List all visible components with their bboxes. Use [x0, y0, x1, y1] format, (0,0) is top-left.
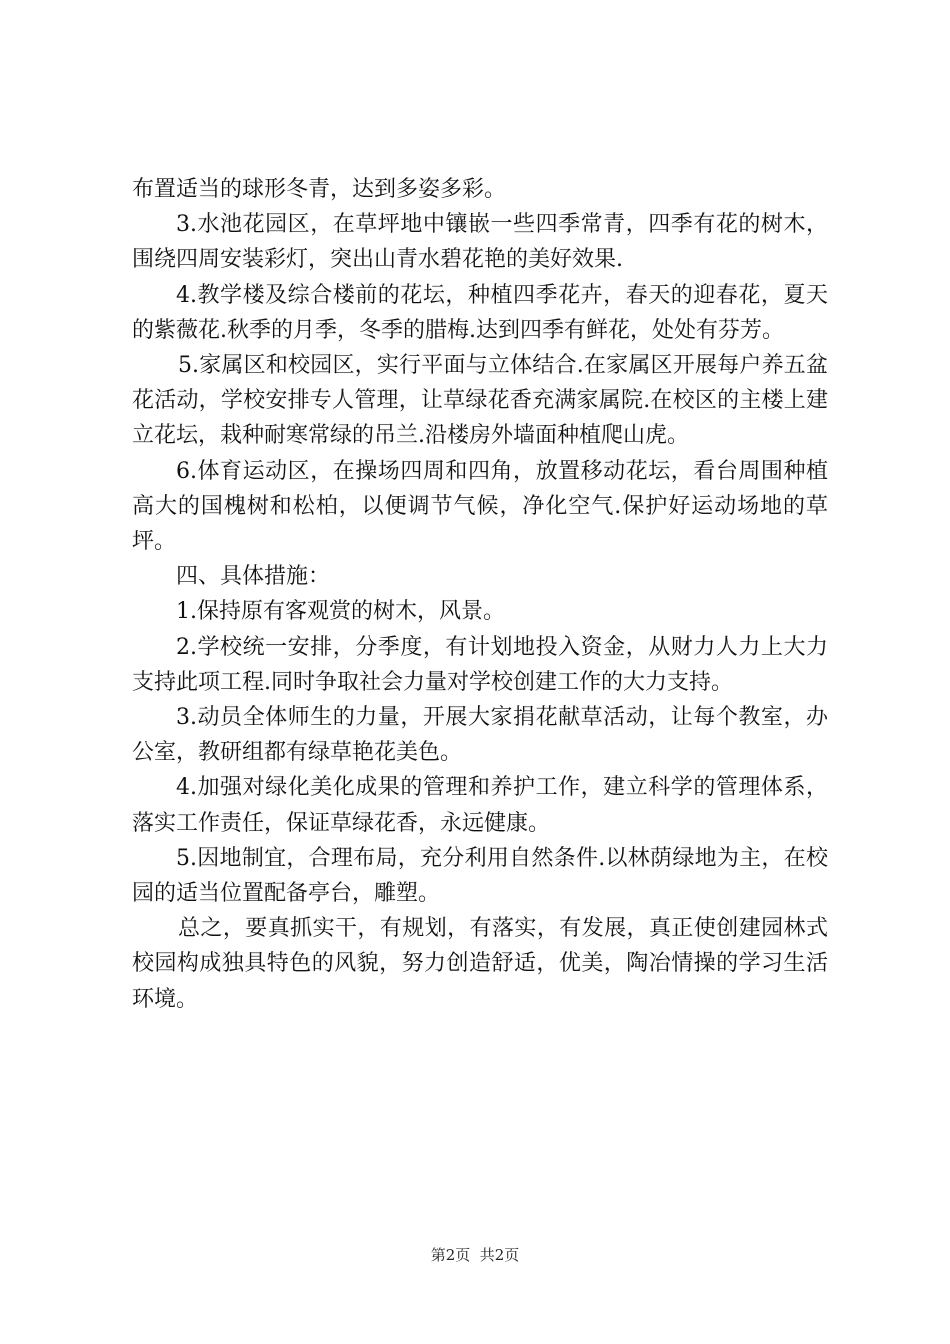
document-body [132, 172, 828, 1017]
paragraph-item-3-pool-garden: 3.水池花园区，在草坪地中镶嵌一些四季常青，四季有花的树木，围绕四周安装彩灯，突出山青水碧花艳的美好效果. [132, 212, 828, 273]
paragraph-measure-2: 2.学校统一安排，分季度，有计划地投入资金，从财力人力上大力支持此项工程.同时争取社会力量对学校创建工作的大力支持。 [132, 634, 828, 695]
paragraph-measure-1: 1.保持原有客观赏的树木，风景。 [176, 599, 505, 625]
section-heading-measures: 四、具体措施： [176, 564, 331, 590]
paragraph-conclusion: 总之，要真抓实干，有规划，有落实，有发展，真正使创建园林式校园构成独具特色的风貌，努力创造舒适，优美，陶冶情操的学习生活环境。 [132, 916, 828, 1012]
paragraph-continuation: 布置适当的球形冬青，达到多姿多彩。 [132, 177, 507, 202]
page-number-footer: 第2页 共2页 [430, 1246, 520, 1264]
paragraph-measure-4: 4.加强对绿化美化成果的管理和养护工作，建立科学的管理体系，落实工作责任，保证草绿花香，永远健康。 [132, 775, 828, 836]
paragraph-measure-5: 5.因地制宜，合理布局，充分利用自然条件.以林荫绿地为主，在校园的适当位置配备亭台，雕塑。 [132, 845, 828, 907]
paragraph-item-4-teaching-building: 4.教学楼及综合楼前的花坛，种植四季花卉，春天的迎春花，夏天的紫薇花.秋季的月季，冬季的腊梅.达到四季有鲜花，处处有芬芳。 [132, 282, 828, 343]
paragraph-measure-3: 3.动员全体师生的力量，开展大家捐花献草活动，让每个教室，办公室，教研组都有绿草艳花美色。 [132, 705, 828, 766]
paragraph-item-5-family-area: 5.家属区和校园区，实行平面与立体结合.在家属区开展每户养五盆花活动，学校安排专人管理，让草绿花香充满家属院.在校区的主楼上建立花坛，栽种耐寒常绿的吊兰.沿楼房外墙面种植爬山虎。 [132, 353, 828, 449]
paragraph-item-6-sports-area: 6.体育运动区，在操场四周和四角，放置移动花坛，看台周围种植高大的国槐树和松柏，以便调节气候，净化空气.保护好运动场地的草坪。 [132, 458, 828, 555]
